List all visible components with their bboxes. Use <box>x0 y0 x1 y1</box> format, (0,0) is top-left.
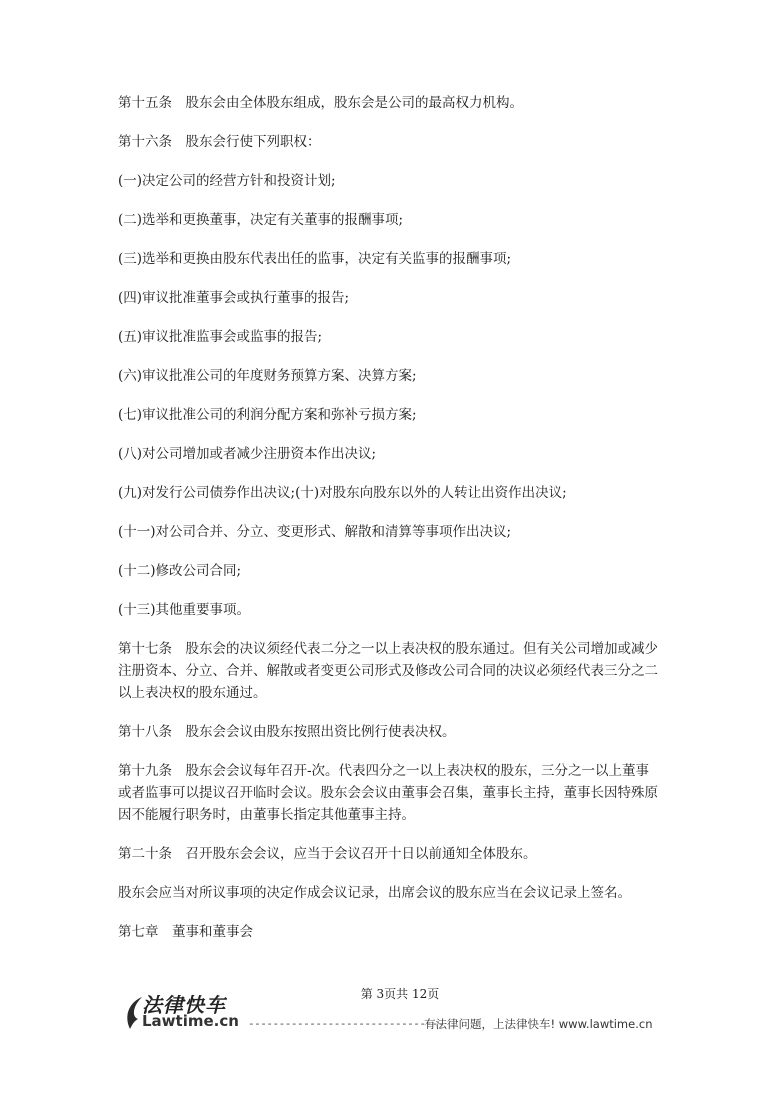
paragraph <box>118 882 658 904</box>
paragraph <box>118 287 658 309</box>
paragraph-gap <box>118 621 658 638</box>
text-line: 第七章 董事和董事会 <box>118 924 253 940</box>
text-line: 第二十条 召开股东会会议，应当于会议召开十日以前通知全体股东。 <box>118 846 537 862</box>
paragraph-gap <box>118 309 658 326</box>
text-line: (十一)对公司合并、分立、变更形式、解散和清算等事项作出决议; <box>118 524 512 540</box>
paragraph-gap <box>118 465 658 482</box>
text-line: (二)选举和更换董事，决定有关董事的报酬事项; <box>118 212 404 228</box>
text-line: 第十八条 股东会会议由股东按照出资比例行使表决权。 <box>118 724 456 740</box>
text-line: 或者监事可以提议召开临时会议。股东会会议由董事会召集，董事长主持，董事长因特殊原 <box>118 785 658 801</box>
text-line: (七)审议批准公司的利润分配方案和弥补亏损方案; <box>118 407 417 423</box>
text-line: 第十五条 股东会由全体股东组成，股东会是公司的最高权力机构。 <box>118 95 523 111</box>
text-line: (十三)其他重要事项。 <box>118 602 251 618</box>
paragraph <box>118 248 658 270</box>
paragraph <box>118 131 658 153</box>
paragraph-gap <box>118 865 658 882</box>
paragraph <box>118 170 658 192</box>
paragraph <box>118 404 658 426</box>
paragraph-gap <box>118 387 658 404</box>
paragraph <box>118 560 658 582</box>
text-line: 第十七条 股东会的决议须经代表二分之一以上表决权的股东通过。但有关公司增加或减少 <box>118 641 658 657</box>
text-line: (三)选举和更换由股东代表出任的监事，决定有关监事的报酬事项; <box>118 251 512 267</box>
paragraph-gap <box>118 348 658 365</box>
text-line: (五)审议批准监事会或监事的报告; <box>118 329 323 345</box>
paragraph <box>118 482 658 504</box>
document-body <box>118 92 658 943</box>
paragraph-gap <box>118 192 658 209</box>
paragraph-gap <box>118 543 658 560</box>
paragraph <box>118 209 658 231</box>
text-line: 因不能履行职务时，由董事长指定其他董事主持。 <box>118 807 415 823</box>
text-line: (九)对发行公司债券作出决议;(十)对股东向股东以外的人转让出资作出决议; <box>118 485 567 501</box>
paragraph-gap <box>118 826 658 843</box>
page-number: 第 3页共 12页 <box>360 987 440 1001</box>
paragraph <box>118 638 658 704</box>
text-line: 第十九条 股东会会议每年召开-次。代表四分之一以上表决权的股东，三分之一以上董事 <box>118 763 650 779</box>
paragraph <box>118 365 658 387</box>
text-line: 股东会应当对所议事项的决定作成会议记录，出席会议的股东应当在会议记录上签名。 <box>118 885 631 901</box>
text-line: 注册资本、分立、合并、解散或者变更公司形式及修改公司合同的决议必须经代表三分之二 <box>118 663 658 679</box>
paragraph <box>118 521 658 543</box>
paragraph-gap <box>118 504 658 521</box>
paragraph <box>118 599 658 621</box>
footer-divider: -------------------------------- <box>248 1017 444 1030</box>
paragraph-gap <box>118 582 658 599</box>
paragraph <box>118 921 658 943</box>
paragraph-gap <box>118 743 658 760</box>
paragraph-gap <box>118 153 658 170</box>
text-line: (十二)修改公司合同; <box>118 563 242 579</box>
paragraph <box>118 92 658 114</box>
text-line: 第十六条 股东会行使下列职权： <box>118 134 321 150</box>
text-line: (八)对公司增加或者减少注册资本作出决议; <box>118 446 377 462</box>
logo-english: Lawtime.cn <box>142 1012 239 1030</box>
text-line: 以上表决权的股东通过。 <box>118 685 267 701</box>
paragraph-gap <box>118 114 658 131</box>
paragraph <box>118 443 658 465</box>
paragraph-gap <box>118 231 658 248</box>
text-line: (六)审议批准公司的年度财务预算方案、决算方案; <box>118 368 417 384</box>
paragraph <box>118 843 658 865</box>
logo-chinese: 法律快车 <box>142 993 226 1017</box>
page-footer <box>0 985 774 1045</box>
paragraph <box>118 760 658 826</box>
text-line: (四)审议批准董事会或执行董事的报告; <box>118 290 350 306</box>
footer-slogan: 有法律问题，上法律快车! www.lawtime.cn <box>424 1017 653 1031</box>
paragraph <box>118 326 658 348</box>
paragraph-gap <box>118 426 658 443</box>
paragraph <box>118 721 658 743</box>
paragraph-gap <box>118 270 658 287</box>
paragraph-gap <box>118 904 658 921</box>
text-line: (一)决定公司的经营方针和投资计划; <box>118 173 336 189</box>
paragraph-gap <box>118 704 658 721</box>
